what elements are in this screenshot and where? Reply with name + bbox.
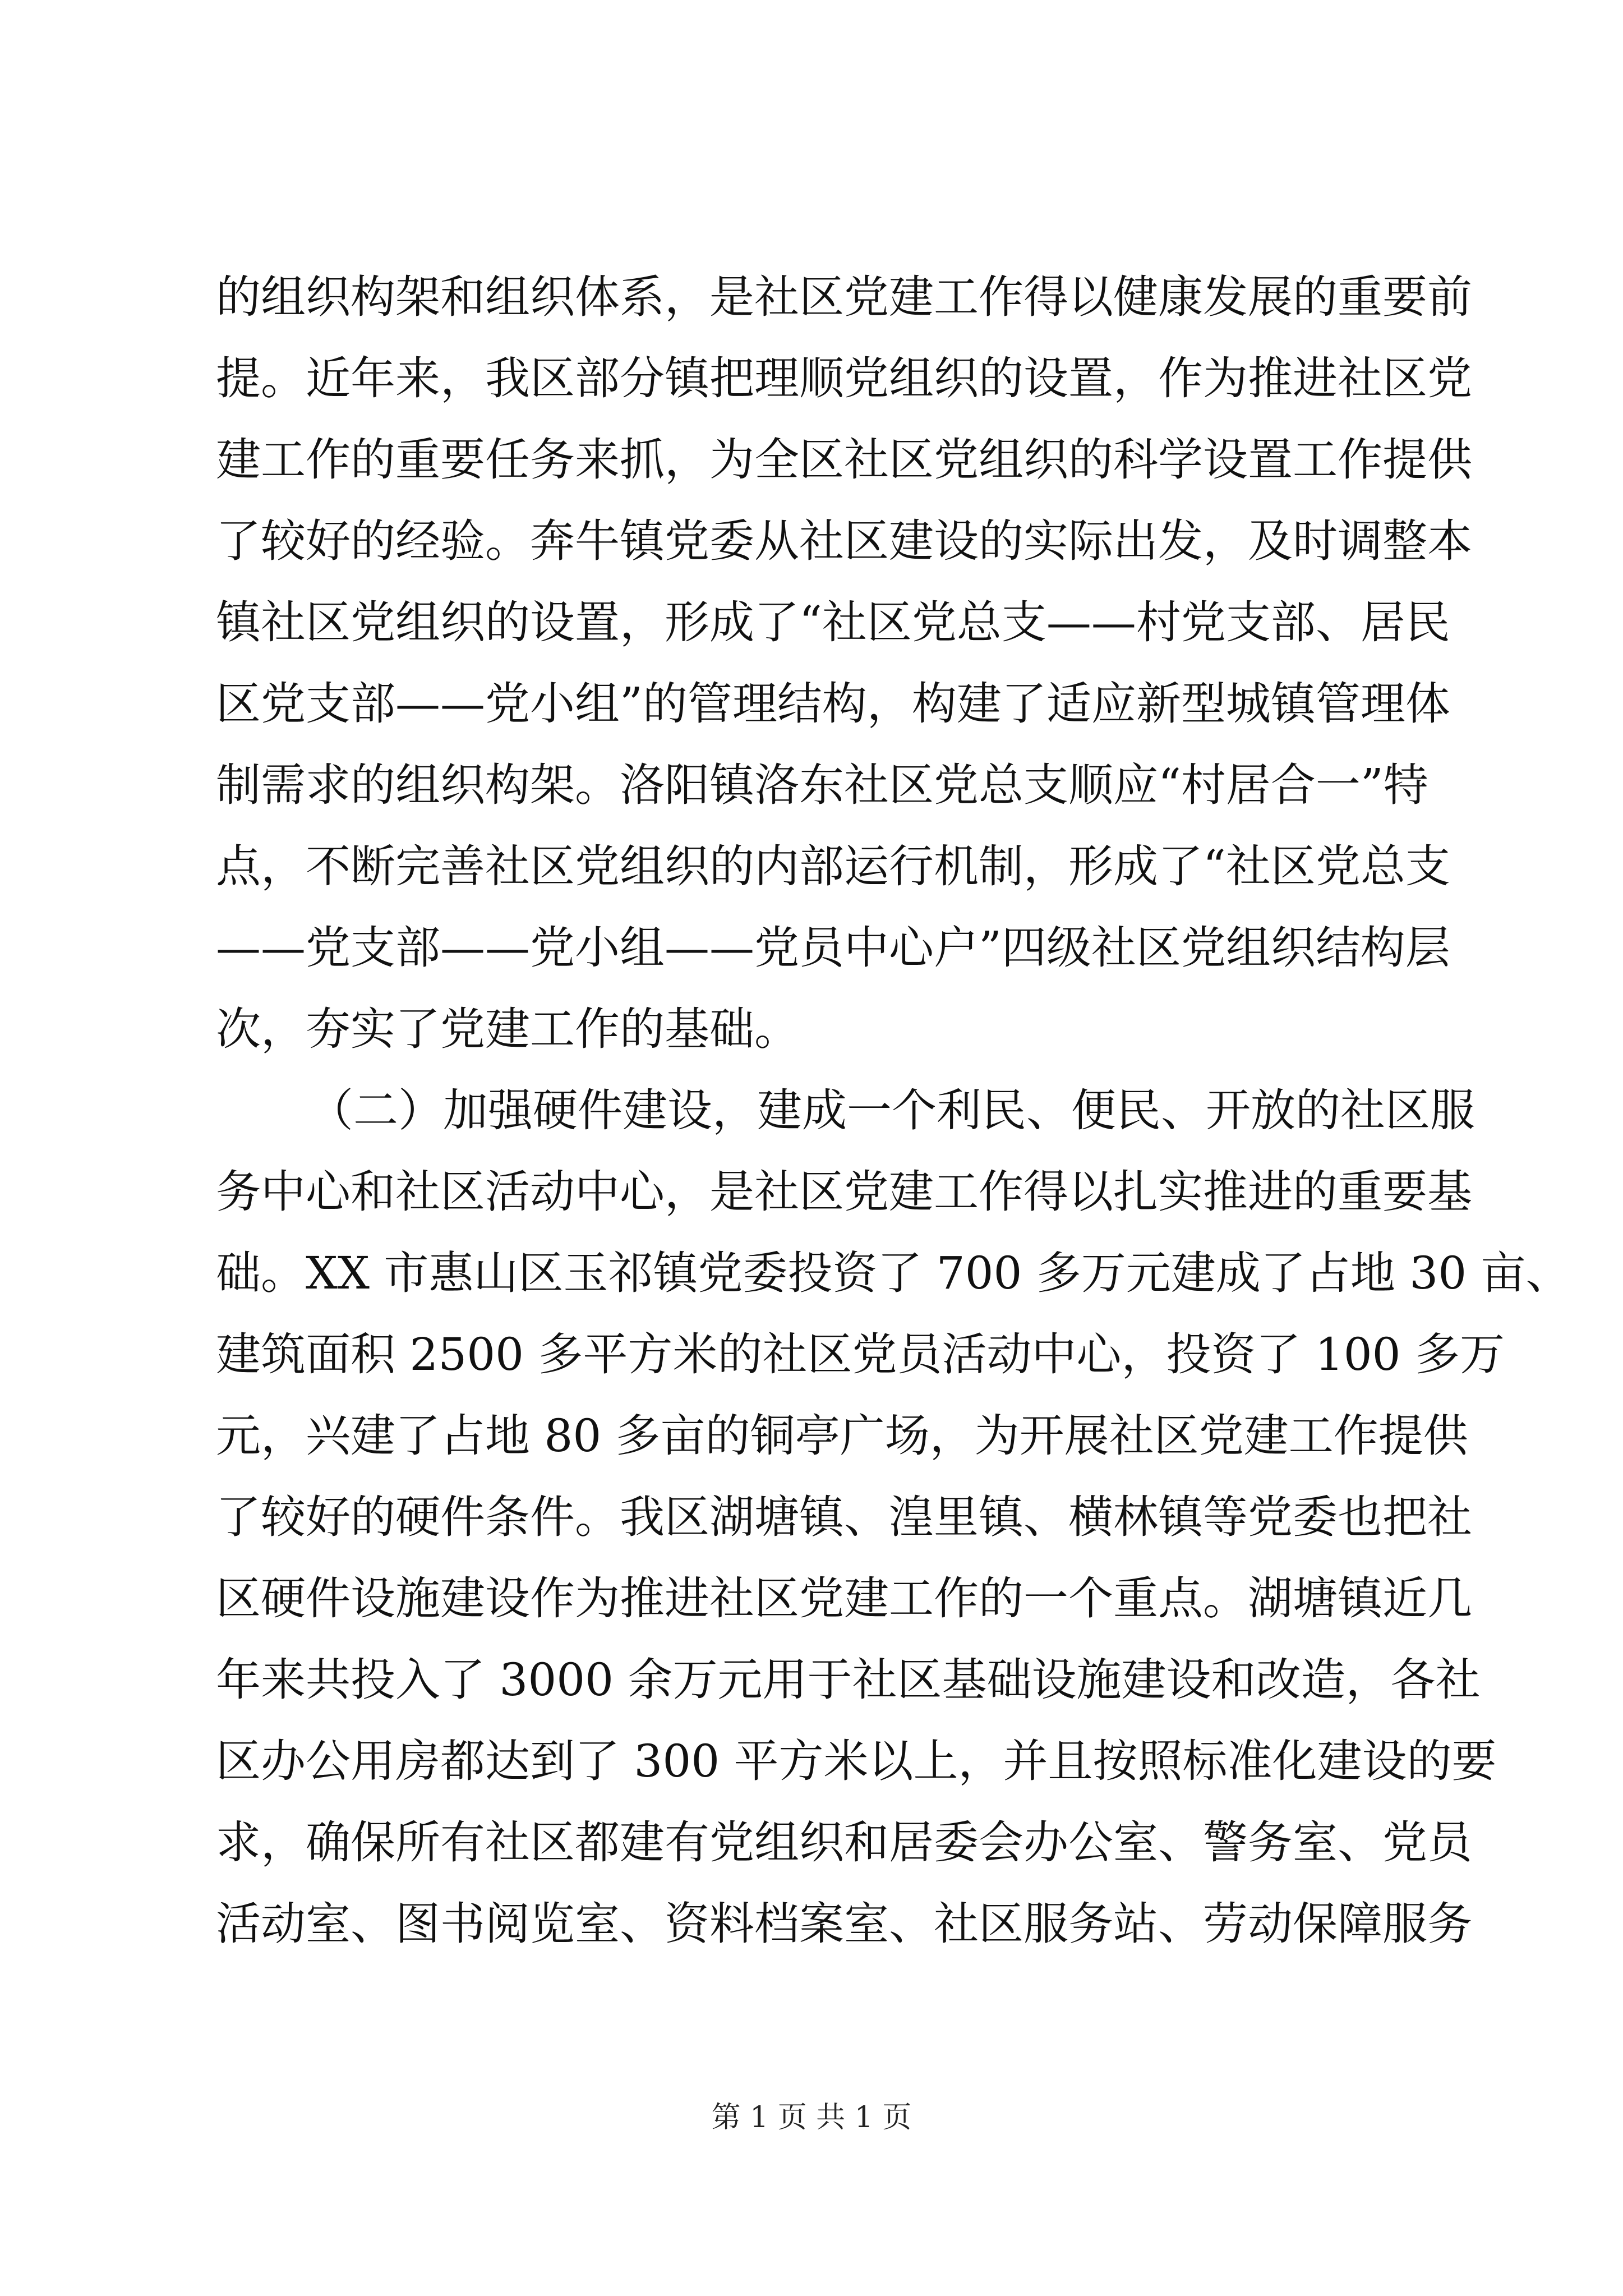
paragraph-line: 区办公用房都达到了 300 平方米以上，并且按照标准化建设的要 — [216, 1735, 1497, 1787]
paragraph-line: 建工作的重要任务来抓，为全区社区党组织的科学设置工作提供 — [216, 434, 1472, 486]
paragraph-line: 了较好的经验。奔牛镇党委从社区建设的实际出发，及时调整本 — [216, 515, 1472, 567]
paragraph-line: 制需求的组织构架。洛阳镇洛东社区党总支顺应“村居合一”特 — [216, 759, 1428, 811]
paragraph-line: 年来共投入了 3000 余万元用于社区基础设施建设和改造，各社 — [216, 1654, 1481, 1706]
paragraph-line: 区硬件设施建设作为推进社区党建工作的一个重点。湖塘镇近几 — [216, 1572, 1472, 1625]
paragraph-line: 点，不断完善社区党组织的内部运行机制，形成了“社区党总支 — [216, 840, 1450, 892]
paragraph-line: 求，确保所有社区都建有党组织和居委会办公室、警务室、党员 — [216, 1816, 1472, 1869]
paragraph-line: 活动室、图书阅览室、资料档案室、社区服务站、劳动保障服务 — [216, 1898, 1472, 1950]
paragraph-line: 建筑面积 2500 多平方米的社区党员活动中心，投资了 100 多万 — [216, 1328, 1505, 1381]
paragraph-line: 次，夯实了党建工作的基础。 — [216, 1003, 799, 1055]
paragraph-line: 务中心和社区活动中心，是社区党建工作得以扎实推进的重要基 — [216, 1166, 1472, 1218]
paragraph-line: 础。XX 市惠山区玉祁镇党委投资了 700 多万元建成了占地 30 亩、 — [216, 1247, 1571, 1299]
paragraph-line: 元，兴建了占地 80 多亩的铜亭广场，为开展社区党建工作提供 — [216, 1410, 1468, 1462]
page-footer: 第 1 页 共 1 页 — [711, 2101, 912, 2134]
paragraph-line: 了较好的硬件条件。我区湖塘镇、湟里镇、横林镇等党委也把社 — [216, 1491, 1472, 1543]
paragraph-line: 镇社区党组织的设置，形成了“社区党总支——村党支部、居民 — [216, 596, 1450, 648]
paragraph-line: ——党支部——党小组——党员中心户”四级社区党组织结构层 — [216, 922, 1450, 974]
paragraph-line: 的组织构架和组织体系，是社区党建工作得以健康发展的重要前 — [216, 271, 1472, 323]
paragraph-line: （二）加强硬件建设，建成一个利民、便民、开放的社区服 — [308, 1084, 1475, 1137]
paragraph-line: 区党支部——党小组”的管理结构，构建了适应新型城镇管理体 — [216, 678, 1450, 730]
paragraph-line: 提。近年来，我区部分镇把理顺党组织的设置，作为推进社区党 — [216, 352, 1472, 404]
